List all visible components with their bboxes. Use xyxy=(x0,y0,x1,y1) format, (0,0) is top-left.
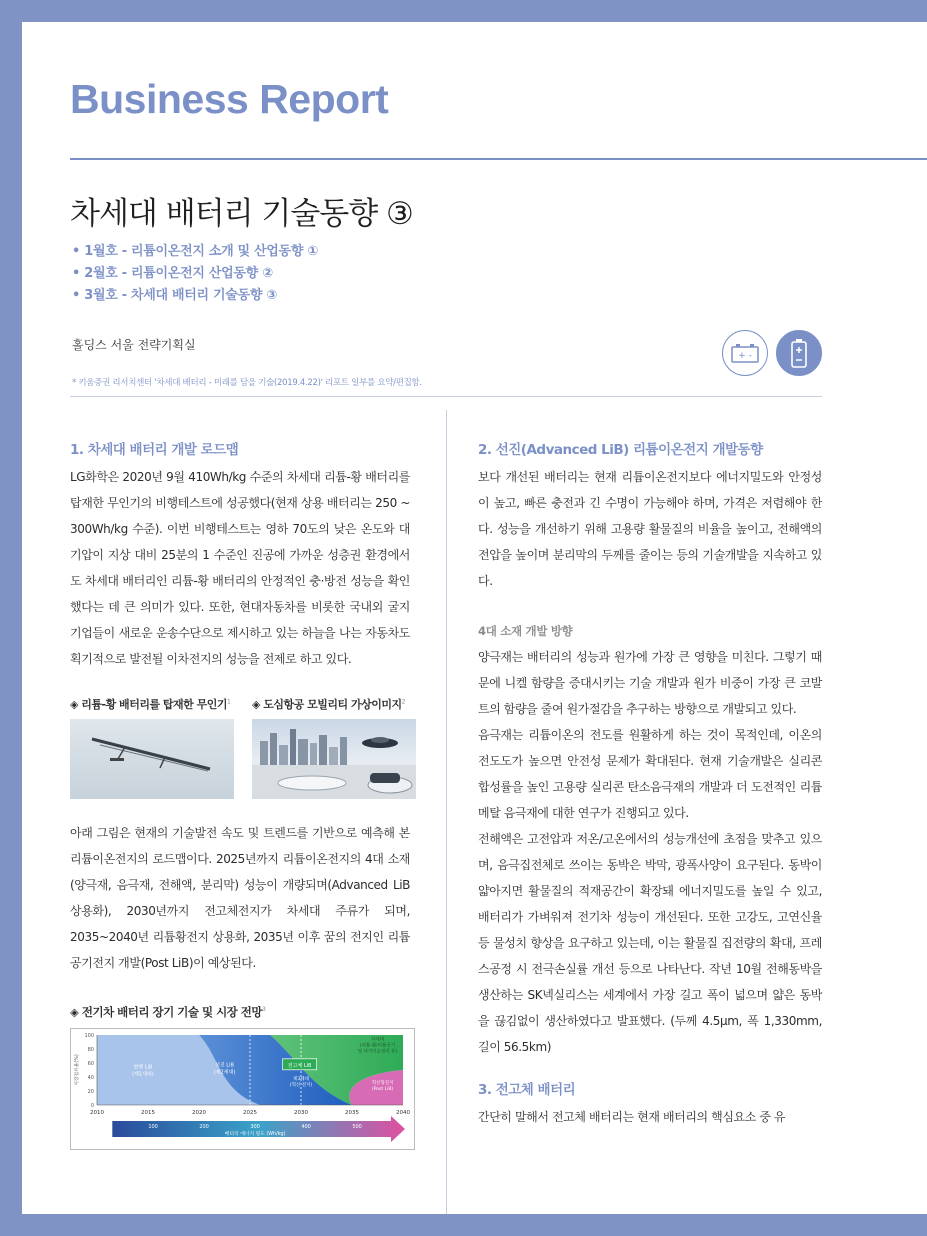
series-item: • 1월호 - 리튬이온전지 소개 및 산업동향 ① xyxy=(72,244,319,259)
uam-concept-photo xyxy=(252,719,416,799)
region-label-next-gen: 차세대 xyxy=(370,1037,385,1043)
energy-tick-label: 500 xyxy=(352,1124,362,1130)
region-label-next-gen: 및 다가이온전지 등) xyxy=(357,1049,398,1055)
region-label-solid-state: 전고체 LiB xyxy=(287,1062,312,1069)
materials-subheading: 4대 소재 개발 방향 xyxy=(478,624,573,638)
region-label-post-lib: (Post LiB) xyxy=(371,1087,394,1092)
author-department: 홀딩스 서울 전략기획실 xyxy=(72,338,196,352)
chart-caption: ◈ 전기차 배터리 장기 기술 및 시장 전망$^3$ xyxy=(70,1005,266,1019)
cathode-paragraph: 양극재는 배터리의 성능과 원가에 가장 큰 영향을 미친다. 그렇기 때문에 니켈 함량을 증대시키는 기술 개발과 원가 비중이 가장 큰 코발트의 함량을 줄여 원가절감을 추구하는 방향으로 개발되고 있다. xyxy=(478,650,822,716)
electrolyte-paragraph: 전해액은 고전압과 저온/고온에서의 성능개선에 초점을 맞추고 있으며, 음극집전체로 쓰이는 동박은 박막, 광폭사양이 요구된다. 동박이 얇아지면 활물질의 적재공간이 확장돼 에너지밀도를 높일 수 있고, 배터리가 가벼워져 전기차 성능이 개선된다. 또한 고강도, 고연신율 등 물성치 향상을 요구하고 있는데, 이는 활물질 집전량의 확대, 프레스공정 시 전극손실률 개선 등으로 나타난다. 작년 10월 전해동박을 생산하는 SK넥실리스는 세계에서 가장 길고 폭이 넓으며 얇은 동박을 끊김없이 생산하였다고 발표했다. (두께 4.5μm, 폭 1,330mm, 길이 56.5km) xyxy=(478,832,822,1054)
battery-vertical-icon xyxy=(776,330,822,376)
header-divider xyxy=(70,396,822,397)
page-frame-bottom xyxy=(0,1214,927,1236)
x-tick-label: 2010 xyxy=(90,1110,104,1116)
source-note: * 키움증권 리서치센터 '차세대 배터리 - 미래를 담을 기술(2019.4.22)' 리포트 일부를 요약/편집함. xyxy=(72,378,422,388)
y-tick-label: 100 xyxy=(84,1033,94,1039)
battery-signs: + - xyxy=(738,351,752,361)
brand-title: Business Report xyxy=(70,76,389,122)
energy-tick-label: 100 xyxy=(148,1124,158,1130)
roadmap-paragraph: 아래 그림은 현재의 기술발전 속도 및 트렌드를 기반으로 예측해 본 리튬이온전지의 로드맵이다. 2025년까지 리튬이온전지의 4대 소재(양극재, 음극재, 전해액, 분리막) 성능이 개량되며(Advanced LiB 상용화), 2030년까지 전고체전지가 차세대 주류가 되며, 2035~2040년 리튬황전지 상용화, 2035년 이후 꿈의 전지인 리튬공기전지 개발(Post LiB)이 예상된다. xyxy=(70,826,410,970)
y-axis-label: 시장점유율(%) xyxy=(75,1054,80,1086)
region-label-advanced-lib: 선진 LiB xyxy=(215,1062,234,1069)
section-3-heading: 3. 전고체 배터리 xyxy=(478,1082,576,1098)
region-label-current-lib: (제1세대) xyxy=(132,1071,154,1078)
energy-tick-label: 400 xyxy=(301,1124,311,1130)
x-tick-label: 2030 xyxy=(294,1110,308,1116)
region-label-third-gen: 제3세대 xyxy=(293,1076,309,1082)
energy-axis-label: 배터리 에너지 밀도 (Wh/kg) xyxy=(224,1132,286,1137)
left-column-lower xyxy=(70,820,410,976)
region-label-advanced-lib: (제2세대) xyxy=(213,1069,236,1076)
region-label-third-gen: (혁신 전지) xyxy=(289,1082,313,1088)
photo-caption-drone: ◈ 리튬-황 배터리를 탑재한 무인기$^1$ xyxy=(70,698,231,711)
series-list xyxy=(72,241,318,307)
region-label-current-lib: 현행 LiB xyxy=(133,1064,153,1071)
x-tick-label: 2020 xyxy=(192,1110,206,1116)
region-label-post-lib: 혁신형전지 xyxy=(371,1081,394,1086)
series-item: • 3월호 - 차세대 배터리 기술동향 ③ xyxy=(72,288,278,303)
left-column xyxy=(70,438,410,672)
anode-paragraph: 음극재는 리튬이온의 전도를 원활하게 하는 것이 목적인데, 이온의 전도도가 높으면 안전성 문제가 확대된다. 현재 기술개발은 실리콘 합성률을 높인 고용량 실리콘 탄소음극재의 개발과 더 도전적인 리튬메탈 음극재에 대한 연구가 진행되고 있다. xyxy=(478,728,822,820)
energy-tick-label: 300 xyxy=(250,1124,260,1130)
section-1-paragraph: LG화학은 2020년 9월 410Wh/kg 수준의 차세대 리튬-황 배터리를 탑재한 무인기의 비행테스트에 성공했다(현재 상용 배터리는 250 ~ 300Wh/kg 수준). 이번 비행테스트는 영하 70도의 낮은 온도와 대기압이 지상 대비 25분의 1 수준인 진공에 가까운 성층권 환경에서도 차세대 배터리인 리튬-황 배터리의 안정적인 충·방전 성능을 확인했다는 데 큰 의미가 있다. 또한, 현대자동차를 비롯한 국내외 굴지 기업들이 새로운 운송수단으로 제시하고 있는 하늘을 나는 자동차도 획기적으로 발전될 이차전지의 성능을 전제로 하고 있다. xyxy=(70,470,410,666)
section-2-paragraph: 보다 개선된 배터리는 현재 리튬이온전지보다 에너지밀도와 안정성이 높고, 빠른 충전과 긴 수명이 가능해야 하며, 가격은 저렴해야 한다. 성능을 개선하기 위해 고용량 활물질의 비율을 높이고, 전해액의 전압을 높이며 분리막의 두께를 줄이는 등의 기술개발을 지속하고 있다. xyxy=(478,470,822,588)
drone-photo xyxy=(70,719,234,799)
x-tick-label: 2035 xyxy=(345,1110,359,1116)
x-tick-label: 2025 xyxy=(243,1110,257,1116)
x-tick-label: 2040 xyxy=(396,1110,410,1116)
solid-state-paragraph: 간단히 말해서 전고체 배터리는 현재 배터리의 핵심요소 중 유 xyxy=(478,1110,786,1124)
article-title: 차세대 배터리 기술동향 ③ xyxy=(70,196,413,232)
y-tick-label: 60 xyxy=(87,1061,94,1067)
page-frame-left xyxy=(0,0,22,1236)
y-tick-label: 20 xyxy=(87,1089,94,1095)
energy-tick-label: 200 xyxy=(199,1124,209,1130)
region-label-next-gen: (리튬-황/리튬공기 xyxy=(359,1043,396,1049)
y-tick-label: 80 xyxy=(87,1047,94,1053)
page-frame-top xyxy=(0,0,927,22)
column-divider xyxy=(446,410,447,1214)
x-tick-label: 2015 xyxy=(141,1110,155,1116)
y-tick-label: 40 xyxy=(87,1075,94,1081)
battery-roadmap-chart xyxy=(70,1028,415,1150)
section-1-heading: 1. 차세대 배터리 개발 로드맵 xyxy=(70,442,239,458)
battery-horizontal-icon xyxy=(722,330,768,376)
photo-caption-uam: ◈ 도심항공 모빌리티 가상이미지$^2$ xyxy=(252,698,405,711)
section-2-heading: 2. 선진(Advanced LiB) 리튬이온전지 개발동향 xyxy=(478,442,763,458)
y-tick-label: 0 xyxy=(90,1103,94,1109)
brand-divider xyxy=(70,158,927,160)
roadmap-chart-svg xyxy=(71,1029,414,1149)
series-item: • 2월호 - 리튬이온전지 산업동향 ② xyxy=(72,266,273,281)
right-column xyxy=(478,438,822,1130)
